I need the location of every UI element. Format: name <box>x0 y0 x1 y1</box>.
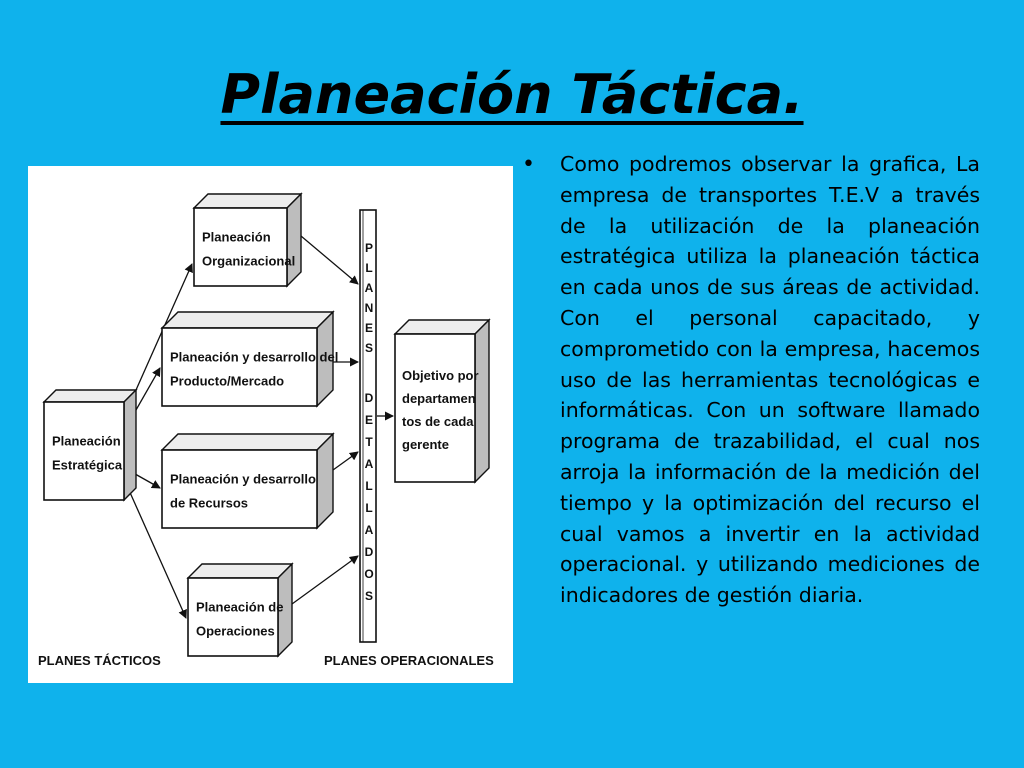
tactical-plan-box-2-front-face <box>162 328 317 406</box>
objective-box-text-line: gerente <box>402 436 449 452</box>
objective-box-side-face <box>475 320 489 482</box>
tactical-plan-box-3-top-face <box>162 434 333 450</box>
tactical-plan-box-4-front-face <box>188 578 278 656</box>
objective-box-text-line: Objetivo por <box>402 367 479 383</box>
tactical-plan-box-1-front-face <box>194 208 287 286</box>
tactical-plan-box-3-side-face <box>317 434 333 528</box>
strategic-planning-box-text-line: Planeación <box>52 433 121 449</box>
tactical-plan-box-3-text-line: Planeación y desarrollo <box>170 471 316 487</box>
tactical-plans-label: PLANES TÁCTICOS <box>38 653 161 668</box>
detailed-plans-letter: L <box>365 501 373 515</box>
tactical-plan-box-1-top-face <box>194 194 301 208</box>
objective-box-text-line: departamen <box>402 390 476 406</box>
tactical-plan-box-4 <box>188 564 292 656</box>
tactical-plan-box-1 <box>194 194 301 286</box>
tactical-plan-box-2-text-line: Planeación y desarrollo del <box>170 349 339 365</box>
tactical-plan-box-4-text-line: Planeación de <box>196 599 284 615</box>
detailed-plans-letter: L <box>365 479 373 493</box>
strategic-planning-box-text-line: Estratégica <box>52 457 123 473</box>
detailed-plans-letter: A <box>364 281 374 295</box>
objective-box-front-face <box>395 334 475 482</box>
tactical-plan-box-4-text-line: Operaciones <box>196 623 275 639</box>
diagram-arrows <box>128 236 393 618</box>
detailed-plans-letter: A <box>364 457 374 471</box>
arrow-operations-to-bar <box>292 556 358 604</box>
detailed-plans-letter: O <box>364 567 374 581</box>
arrow-organizational-to-bar <box>301 236 358 284</box>
arrow-resources-to-bar <box>333 452 358 470</box>
diagram-panel <box>28 166 513 683</box>
detailed-plans-letter: E <box>364 413 374 427</box>
diagram-boxes <box>44 194 489 656</box>
slide-title-text: Planeación Táctica. <box>220 63 804 126</box>
strategic-planning-box-top-face <box>44 390 136 402</box>
detailed-plans-letter: P <box>364 241 374 255</box>
bullet-paragraph: Como podremos observar la grafica, La empresa de transportes T.E.V a través de la utilización de la planeación estratégica utiliza la planeación táctica en cada unos de sus áreas de actividad. Con el personal capacitado, y comprometido con la empresa, hacemos uso de las herramientas tecnológicas e informáticas. Con un software llamado programa de trazabilidad, el cual nos arroja la información de la medición del tiempo y la optimización del recurso el cual vamos a invertir en la actividad operacional. y utilizando mediciones de indicadores de gestión diaria. <box>560 152 980 608</box>
tactical-plan-box-3-text-line: de Recursos <box>170 495 249 511</box>
detailed-plans-letter: D <box>364 391 374 405</box>
tactical-plan-box-3-front-face <box>162 450 317 528</box>
tactical-plan-box-3 <box>162 434 333 528</box>
tactical-plan-box-2 <box>162 312 338 406</box>
planning-diagram <box>28 166 513 683</box>
detailed-plans-letter: N <box>364 301 374 315</box>
strategic-planning-box <box>44 390 136 500</box>
tactical-plan-box-1-text-line: Planeación <box>202 229 271 245</box>
tactical-plan-box-2-text-line: Producto/Mercado <box>170 373 285 389</box>
objective-box-top-face <box>395 320 489 334</box>
detailed-plans-letter: T <box>365 435 373 449</box>
detailed-plans-letter: L <box>365 261 373 275</box>
bullet-list <box>522 149 980 611</box>
tactical-plan-box-2-top-face <box>162 312 333 328</box>
detailed-plans-letter: S <box>364 341 374 355</box>
detailed-plans-bar <box>360 210 376 642</box>
tactical-plan-box-1-side-face <box>287 194 301 286</box>
detailed-plans-letter: S <box>364 589 374 603</box>
tactical-plan-box-1-text-line: Organizacional <box>202 253 296 269</box>
strategic-planning-box-front-face <box>44 402 124 500</box>
strategic-planning-box-side-face <box>124 390 136 500</box>
detailed-plans-letter: A <box>364 523 374 537</box>
operational-plans-label: PLANES OPERACIONALES <box>324 653 494 668</box>
tactical-plan-box-4-top-face <box>188 564 292 578</box>
objective-box-text-line: tos de cada <box>402 413 474 429</box>
detailed-plans-letter: E <box>364 321 374 335</box>
bullet-marker: • <box>522 152 535 177</box>
slide-title <box>0 58 1024 132</box>
detailed-plans-letter: D <box>364 545 374 559</box>
objective-box <box>395 320 489 482</box>
